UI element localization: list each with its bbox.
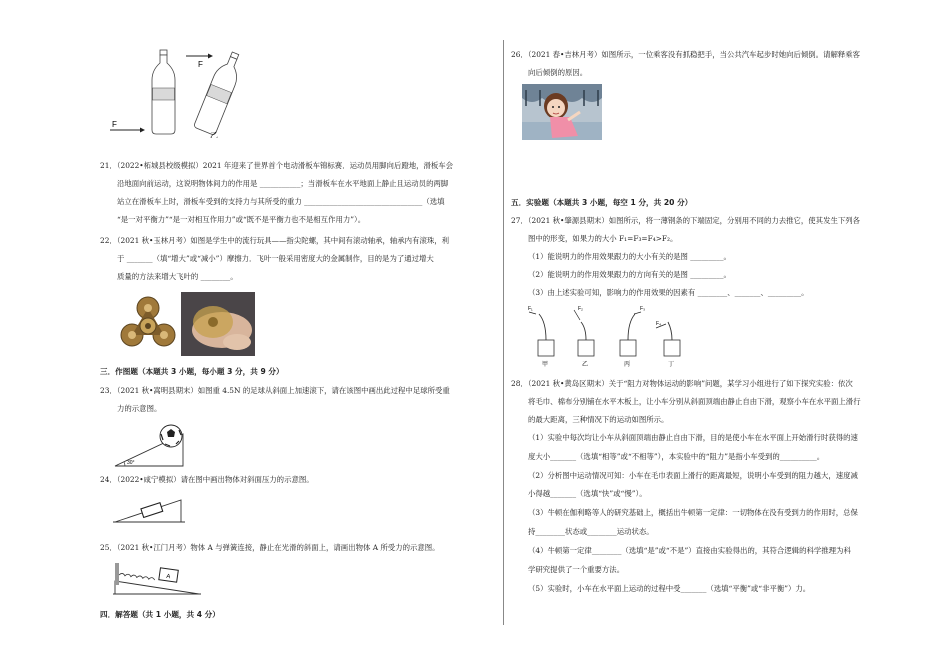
svg-text:F₁: F₁	[528, 306, 533, 312]
q28-line11: 学研究提供了一个重要方法。	[528, 565, 625, 574]
q28-line10: （4）牛顿第一定律________（选填“是”或“不是”）直接由实验得出的，其符合逻辑的科学推理为科	[528, 546, 851, 555]
q27-line3: （1）能说明力的作用效果跟力的大小有关的是图 _________。	[528, 252, 731, 261]
q26-line2: 向后倾倒的原因。	[528, 68, 588, 77]
strip-ding	[656, 321, 680, 368]
q27-line5: （3）由上述实验可知，影响力的作用效果的因素有 ________、_______、_________。	[528, 288, 809, 297]
q28-line6: （2）分析图中运动情况可知：小车在毛巾表面上滑行的距离最短，说明小车受到的阻力越大，速度减	[528, 471, 858, 480]
svg-text:F₄: F₄	[656, 321, 662, 327]
block-incline-figure	[113, 494, 185, 524]
q25-line1: 25．（2021 秋•江门月考）物体 A 与弹簧连接，静止在光滑的斜面上，请画出物体 A 所受力的示意图。	[100, 543, 440, 552]
svg-text:丙: 丙	[624, 362, 631, 368]
svg-text:F₃: F₃	[640, 306, 646, 312]
svg-text:A: A	[165, 573, 171, 581]
steel-strip-figure	[522, 300, 692, 368]
svg-text:乙: 乙	[582, 362, 589, 368]
q28-line3: 的最大距离，三种情况下的运动如图所示。	[528, 415, 669, 424]
block-a	[159, 568, 178, 582]
strip-jia	[528, 306, 554, 368]
q28-line7: 小得越_______（选填“快”或“慢”）。	[528, 489, 647, 498]
bottles-figure	[108, 48, 248, 138]
q23-line1: 23．（2021 秋•嵩明县期末）如图重 4.5N 的足球从斜面上加速滚下，请在该图中画出此过程中足球所受重	[100, 386, 450, 395]
football-incline-figure	[113, 420, 185, 468]
section-3-heading: 三．作图题（本题共 3 小题，每小题 3 分，共 9 分）	[100, 367, 284, 376]
svg-text:丁: 丁	[668, 362, 675, 368]
label-f-bottom: F	[112, 120, 117, 129]
q22-line1: 22．（2021 秋•玉林月考）如图是学生中的流行玩具——指尖陀螺，其中间有滚动轴承，轴承内有滚珠，利	[100, 236, 450, 245]
spring-block-figure	[113, 561, 201, 597]
angle-label: 30°	[127, 460, 135, 466]
q28-line12: （5）实验时，小车在水平面上运动的过程中受_______（选填“平衡”或“非平衡”）力。	[528, 584, 811, 593]
q28-line1: 28．（2021 秋•黄岛区期末）关于“阻力对物体运动的影响”问题，某学习小组进行了如下探究实验：依次	[511, 379, 853, 388]
svg-text:甲: 甲	[542, 362, 549, 368]
q28-line4: （1）实验中每次均让小车从斜面顶端由静止自由下滑，目的是使小车在水平面上开始滑行时获得的速	[528, 433, 858, 442]
q21-line3: 站立在滑板车上时，滑板车受到的支持力与其所受的重力 ________________________________（选填	[117, 197, 445, 206]
fidget-spinner-figure	[117, 290, 257, 358]
q21-line1: 21．（2022•柘城县校级模拟）2021 年迎来了世界首个电动滑板车锦标赛．运动员用脚向后蹬地，滑板车会	[100, 161, 454, 170]
q22-line2: 于 _______（填“增大”或“减小”）摩擦力．飞叶一般采用密度大的金属制作，目的是为了通过增大	[117, 254, 434, 263]
q28-line9: 持________状态或________运动状态。	[528, 527, 654, 536]
upright-bottle	[152, 50, 175, 134]
q24-line1: 24．（2022•咸宁模拟）请在图中画出物体对斜面压力的示意图。	[100, 475, 314, 484]
label-yi: 乙	[210, 131, 218, 138]
q27-line1: 27．（2021 秋•肇源县期末）如图所示，将一薄钢条的下端固定，分别用不同的力去推它，使其发生下列各	[511, 216, 861, 225]
q28-line5: 度大小_______（选填“相等”或“不相等”），本实验中的“阻力”是指小车受到的__________。	[528, 452, 825, 461]
bus-passenger-figure	[522, 84, 602, 140]
label-f-top: F	[198, 60, 203, 69]
section-4-heading: 四．解答题（共 1 小题，共 4 分）	[100, 610, 220, 619]
column-divider	[503, 40, 504, 625]
q26-line1: 26．（2021 春•吉林月考）如图所示，一位乘客没有抓稳把手，当公共汽车起步时她向后倾倒。请解释乘客	[511, 50, 861, 59]
q22-line3: 质量的方法来增大飞叶的 ________。	[117, 272, 238, 281]
incline	[115, 581, 199, 594]
q21-line4: “是一对平衡力”“是一对相互作用力”或“既不是平衡力也不是相互作用力”）。	[117, 215, 366, 224]
svg-text:F₂: F₂	[578, 306, 583, 312]
section-5-heading: 五．实验题（本题共 3 小题，每空 1 分，共 20 分）	[511, 198, 693, 207]
q27-line4: （2）能说明力的作用效果跟力的方向有关的是图 _________。	[528, 270, 731, 279]
spring	[119, 573, 155, 580]
q27-line2: 图中的形变，如果力的大小 F₁=F₃=F₄>F₂。	[528, 234, 678, 243]
q21-line2: 沿地面向前运动，这说明物体间力的作用是 ___________；当滑板车在水平地面上静止且运动员的两脚	[117, 179, 449, 188]
strip-bing	[620, 306, 645, 368]
spinner-hand-photo	[181, 292, 255, 356]
q23-line2: 力的示意图。	[117, 404, 162, 413]
q28-line2: 将毛巾、棉布分别铺在水平木板上，让小车分别从斜面顶端由静止自由下滑，观察小车在水平面上滑行	[528, 397, 861, 406]
strip-yi	[574, 306, 594, 368]
q28-line8: （3）牛顿在伽利略等人的研究基础上，概括出牛顿第一定律：一切物体在没有受到力的作用时，总保	[528, 508, 858, 517]
